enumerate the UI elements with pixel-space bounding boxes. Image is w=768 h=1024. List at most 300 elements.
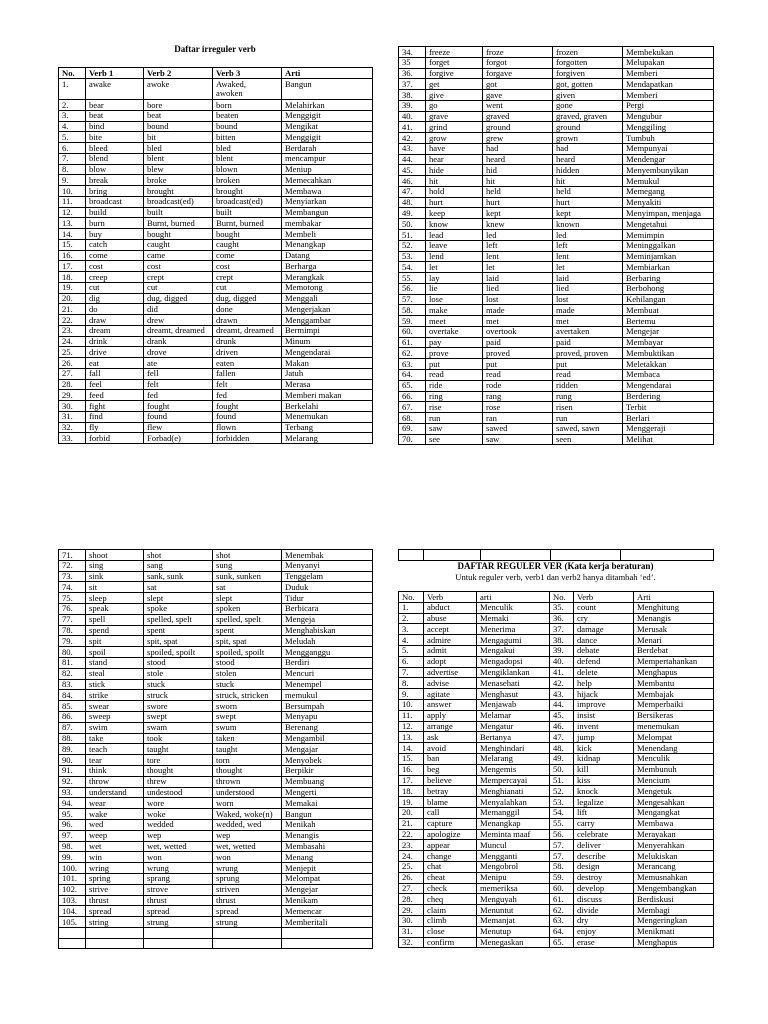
meaning-cell: Menembak xyxy=(282,550,373,561)
meaning-cell: Berkelahi xyxy=(282,401,373,412)
meaning-cell: Menghitung xyxy=(634,603,714,614)
meaning-cell: Menyakiti xyxy=(623,198,714,209)
irregular-verb-title: Daftar irreguler verb xyxy=(174,44,256,54)
verb2-cell: stood xyxy=(144,658,213,669)
verb2-cell: hurt xyxy=(483,198,553,209)
row-number: 46. xyxy=(550,722,574,733)
row-number: 61. xyxy=(550,894,574,905)
verb2-cell: fed xyxy=(144,390,213,401)
verb2-cell: strung xyxy=(144,917,213,928)
verb3-cell: wep xyxy=(213,831,282,842)
row-number: 34. xyxy=(399,47,426,58)
verb3-cell: ridden xyxy=(553,381,623,392)
verb2-cell: paid xyxy=(483,338,553,349)
row-number: 85. xyxy=(59,701,86,712)
verb3-cell: drunk xyxy=(213,337,282,348)
verb2-cell: broadcast(ed) xyxy=(144,197,213,208)
verb-cell: avoid xyxy=(424,743,477,754)
verb2-cell: gave xyxy=(483,90,553,101)
verb2-cell: thrust xyxy=(144,896,213,907)
verb1-cell: overtake xyxy=(426,327,483,338)
meaning-cell: Mencium xyxy=(634,776,714,787)
verb1-cell: swear xyxy=(86,701,144,712)
verb-cell: confirm xyxy=(424,938,477,949)
verb1-cell: dig xyxy=(86,294,144,305)
verb1-cell: hurt xyxy=(426,198,483,209)
verb3-cell: forbidden xyxy=(213,433,282,444)
verb-cell: check xyxy=(424,884,477,895)
row-number: 49. xyxy=(550,754,574,765)
verb3-cell: fought xyxy=(213,401,282,412)
verb3-cell: struck, stricken xyxy=(213,690,282,701)
verb-cell: count xyxy=(574,603,634,614)
row-number: 57. xyxy=(550,851,574,862)
row-number: 14. xyxy=(59,229,86,240)
verb3-cell: spit, spat xyxy=(213,636,282,647)
meaning-cell: Menuntut xyxy=(477,905,550,916)
meaning-cell: Meludah xyxy=(282,636,373,647)
verb-cell: appear xyxy=(424,840,477,851)
verb3-cell: blent xyxy=(213,154,282,165)
verb1-cell: lose xyxy=(426,295,483,306)
verb1-cell: steal xyxy=(86,669,144,680)
meaning-cell: Mengajar xyxy=(282,744,373,755)
meaning-cell: Membayar xyxy=(623,338,714,349)
row-number: 72. xyxy=(59,561,86,572)
verb2-cell: wedded xyxy=(144,820,213,831)
verb1-cell: grave xyxy=(426,112,483,123)
verb2-cell: struck xyxy=(144,690,213,701)
row-number: 75. xyxy=(59,593,86,604)
verb3-cell: crept xyxy=(213,272,282,283)
verb3-cell: blown xyxy=(213,165,282,176)
meaning-cell: Menyerahkan xyxy=(634,840,714,851)
meaning-cell: Menculik xyxy=(477,603,550,614)
verb2-cell: met xyxy=(483,316,553,327)
verb2-cell: rose xyxy=(483,402,553,413)
meaning-cell: Melahirkan xyxy=(282,100,373,111)
verb3-cell: dreamt, dreamed xyxy=(213,326,282,337)
verb1-cell: read xyxy=(426,370,483,381)
row-number: 5. xyxy=(59,132,86,143)
verb-cell: abduct xyxy=(424,603,477,614)
verb2-cell: blent xyxy=(144,154,213,165)
row-number: 91. xyxy=(59,766,86,777)
verb1-cell: draw xyxy=(86,315,144,326)
verb2-cell: wrung xyxy=(144,863,213,874)
verb-cell: accept xyxy=(424,624,477,635)
row-number: 15. xyxy=(59,240,86,251)
meaning-cell: Melarang xyxy=(477,754,550,765)
verb-cell: arrange xyxy=(424,722,477,733)
verb-cell: blame xyxy=(424,797,477,808)
meaning-cell: Menghindari xyxy=(477,743,550,754)
meaning-cell: Memberitali xyxy=(282,917,373,928)
verb1-cell: pay xyxy=(426,338,483,349)
verb1-cell: blend xyxy=(86,154,144,165)
meaning-cell: Mengikat xyxy=(282,122,373,133)
verb3-cell: seen xyxy=(553,435,623,446)
verb2-cell: flew xyxy=(144,423,213,434)
verb3-cell: sung xyxy=(213,561,282,572)
verb2-cell: stole xyxy=(144,669,213,680)
verb-cell: dance xyxy=(574,635,634,646)
verb3-cell: thrown xyxy=(213,777,282,788)
verb3-cell: laid xyxy=(553,273,623,284)
row-number: 59. xyxy=(399,316,426,327)
verb2-cell: bled xyxy=(144,143,213,154)
row-number: 69. xyxy=(399,424,426,435)
irregular-verb-table-part-3 xyxy=(58,549,373,949)
row-number: 64. xyxy=(399,370,426,381)
meaning-cell: Membasahi xyxy=(282,842,373,853)
verb2-cell: swam xyxy=(144,723,213,734)
verb1-cell: let xyxy=(426,262,483,273)
verb3-cell: flown xyxy=(213,423,282,434)
row-number: 1. xyxy=(59,79,86,100)
meaning-cell: Bangun xyxy=(282,809,373,820)
verb3-cell: drawn xyxy=(213,315,282,326)
empty-cell xyxy=(144,928,213,939)
verb2-cell: fought xyxy=(144,401,213,412)
row-number: 50. xyxy=(550,765,574,776)
verb1-cell: lie xyxy=(426,284,483,295)
meaning-cell: Mempercayai xyxy=(477,776,550,787)
verb3-cell: broken xyxy=(213,175,282,186)
verb1-cell: spoil xyxy=(86,647,144,658)
header-verb: Verb xyxy=(574,592,634,603)
verb-cell: change xyxy=(424,851,477,862)
verb2-cell: proved xyxy=(483,348,553,359)
verb1-cell: blow xyxy=(86,165,144,176)
row-number: 18. xyxy=(399,786,424,797)
verb1-cell: shoot xyxy=(86,550,144,561)
row-number: 80. xyxy=(59,647,86,658)
verb3-cell: fed xyxy=(213,390,282,401)
verb3-cell: done xyxy=(213,304,282,315)
verb3-cell: Awaked, awoken xyxy=(213,79,282,100)
row-number: 104. xyxy=(59,906,86,917)
meaning-cell: Memberi xyxy=(623,69,714,80)
verb2-cell: spit, spat xyxy=(144,636,213,647)
meaning-cell: Merayakan xyxy=(634,830,714,841)
meaning-cell: Meminta maaf xyxy=(477,830,550,841)
verb3-cell: cost xyxy=(213,261,282,272)
meaning-cell: Membantu xyxy=(634,678,714,689)
verb2-cell: tore xyxy=(144,755,213,766)
meaning-cell: Mengeja xyxy=(282,615,373,626)
row-number: 89. xyxy=(59,744,86,755)
meaning-cell: Menang xyxy=(282,852,373,863)
row-number: 62. xyxy=(399,348,426,359)
row-number: 17. xyxy=(59,261,86,272)
meaning-cell: Mempunyai xyxy=(623,144,714,155)
verb1-cell: bite xyxy=(86,132,144,143)
empty-cell xyxy=(144,939,213,950)
verb1-cell: spring xyxy=(86,874,144,885)
meaning-cell: Mengakui xyxy=(477,646,550,657)
row-number: 41. xyxy=(550,668,574,679)
verb2-cell: hid xyxy=(483,165,553,176)
verb3-cell: spent xyxy=(213,626,282,637)
verb1-cell: spit xyxy=(86,636,144,647)
row-number: 57. xyxy=(399,295,426,306)
row-number: 99. xyxy=(59,852,86,863)
row-number: 27. xyxy=(399,884,424,895)
meaning-cell: Menari xyxy=(634,635,714,646)
verb2-cell: undestood xyxy=(144,788,213,799)
regular-verb-title: DAFTAR REGULER VER (Kata kerja beraturan) xyxy=(457,561,654,571)
verb2-cell: slept xyxy=(144,593,213,604)
meaning-cell: Merangkak xyxy=(282,272,373,283)
verb2-cell: Forbad(e) xyxy=(144,433,213,444)
verb1-cell: put xyxy=(426,359,483,370)
row-number: 20. xyxy=(59,294,86,305)
row-number: 7. xyxy=(399,668,424,679)
row-number: 16. xyxy=(399,765,424,776)
verb2-cell: swore xyxy=(144,701,213,712)
verb1-cell: grow xyxy=(426,133,483,144)
meaning-cell: Menggeraji xyxy=(623,424,714,435)
verb3-cell: ground xyxy=(553,122,623,133)
meaning-cell: Mengeringkan xyxy=(634,916,714,927)
meaning-cell: Melompat xyxy=(634,732,714,743)
verb-cell: kill xyxy=(574,765,634,776)
verb3-cell: torn xyxy=(213,755,282,766)
verb2-cell: drove xyxy=(144,347,213,358)
verb-cell: discuss xyxy=(574,894,634,905)
verb3-cell: got, gotten xyxy=(553,79,623,90)
row-number: 21. xyxy=(399,819,424,830)
verb2-cell: cost xyxy=(144,261,213,272)
row-number: 6. xyxy=(59,143,86,154)
meaning-cell: Memotong xyxy=(282,283,373,294)
verb3-cell: spelled, spelt xyxy=(213,615,282,626)
verb1-cell: strike xyxy=(86,690,144,701)
verb1-cell: fight xyxy=(86,401,144,412)
verb1-cell: come xyxy=(86,251,144,262)
verb3-cell: graved, graven xyxy=(553,112,623,123)
verb-cell: apologize xyxy=(424,830,477,841)
verb-cell: improve xyxy=(574,700,634,711)
row-number: 26. xyxy=(59,358,86,369)
verb3-cell: sunk, sunken xyxy=(213,572,282,583)
meaning-cell: Membunuh xyxy=(634,765,714,776)
verb-cell: celebrate xyxy=(574,830,634,841)
meaning-cell: Menipu xyxy=(477,873,550,884)
row-number: 19. xyxy=(59,283,86,294)
meaning-cell: menemukan xyxy=(634,722,714,733)
verb3-cell: worn xyxy=(213,798,282,809)
verb2-cell: spelled, spelt xyxy=(144,615,213,626)
row-number: 11. xyxy=(59,197,86,208)
verb-cell: advertise xyxy=(424,668,477,679)
meaning-cell: Menikah xyxy=(282,820,373,831)
verb3-cell: let xyxy=(553,262,623,273)
meaning-cell: Mengetahui xyxy=(623,219,714,230)
verb1-cell: creep xyxy=(86,272,144,283)
verb3-cell: proved, proven xyxy=(553,348,623,359)
verb-cell: knock xyxy=(574,786,634,797)
verb2-cell: led xyxy=(483,230,553,241)
verb1-cell: understand xyxy=(86,788,144,799)
meaning-cell: Berdering xyxy=(623,392,714,403)
meaning-cell: Tidur xyxy=(282,593,373,604)
verb3-cell: brought xyxy=(213,186,282,197)
verb2-cell: kept xyxy=(483,208,553,219)
verb3-cell: lied xyxy=(553,284,623,295)
meaning-cell: Berenang xyxy=(282,723,373,734)
meaning-cell: Menyapu xyxy=(282,712,373,723)
meaning-cell: Memperbaiki xyxy=(634,700,714,711)
row-number: 32. xyxy=(399,938,424,949)
meaning-cell: Menutup xyxy=(477,927,550,938)
meaning-cell: Berbicara xyxy=(282,604,373,615)
verb2-cell: taught xyxy=(144,744,213,755)
verb1-cell: hide xyxy=(426,165,483,176)
verb3-cell: wedded, wed xyxy=(213,820,282,831)
row-number: 62. xyxy=(550,905,574,916)
verb1-cell: weep xyxy=(86,831,144,842)
verb2-cell: shot xyxy=(144,550,213,561)
meaning-cell: Mengagumi xyxy=(477,635,550,646)
row-number: 46. xyxy=(399,176,426,187)
verb2-cell: read xyxy=(483,370,553,381)
row-number: 25. xyxy=(59,347,86,358)
meaning-cell: Meletakkan xyxy=(623,359,714,370)
meaning-cell: Mengemis xyxy=(477,765,550,776)
verb-cell: cheq xyxy=(424,894,477,905)
row-number: 15. xyxy=(399,754,424,765)
row-number: 3. xyxy=(59,111,86,122)
meaning-cell: Memusnahkan xyxy=(634,873,714,884)
verb2-cell: graved xyxy=(483,112,553,123)
meaning-cell: Memukul xyxy=(623,176,714,187)
row-number: 55. xyxy=(550,819,574,830)
verb2-cell: had xyxy=(483,144,553,155)
row-number: 5. xyxy=(399,646,424,657)
row-number: 71. xyxy=(59,550,86,561)
verb1-cell: broadcast xyxy=(86,197,144,208)
verb2-cell: wore xyxy=(144,798,213,809)
row-number: 8. xyxy=(399,678,424,689)
row-number: 22. xyxy=(399,830,424,841)
verb1-cell: make xyxy=(426,305,483,316)
verb1-cell: catch xyxy=(86,240,144,251)
verb-cell: kiss xyxy=(574,776,634,787)
verb2-cell: heard xyxy=(483,155,553,166)
meaning-cell: memukul xyxy=(282,690,373,701)
row-number: 6. xyxy=(399,657,424,668)
verb-cell: close xyxy=(424,927,477,938)
verb3-cell: had xyxy=(553,144,623,155)
row-number: 93. xyxy=(59,788,86,799)
verb1-cell: teach xyxy=(86,744,144,755)
verb3-cell: thought xyxy=(213,766,282,777)
verb1-cell: stand xyxy=(86,658,144,669)
verb-cell: ask xyxy=(424,732,477,743)
meaning-cell: Menempel xyxy=(282,680,373,691)
verb1-cell: lay xyxy=(426,273,483,284)
verb3-cell: beaten xyxy=(213,111,282,122)
row-number: 82. xyxy=(59,669,86,680)
verb-cell: advise xyxy=(424,678,477,689)
verb3-cell: made xyxy=(553,305,623,316)
meaning-cell: membakar xyxy=(282,218,373,229)
verb3-cell: understood xyxy=(213,788,282,799)
verb3-cell: hit xyxy=(553,176,623,187)
verb1-cell: bear xyxy=(86,100,144,111)
verb1-cell: sink xyxy=(86,572,144,583)
row-number: 44. xyxy=(399,155,426,166)
row-number: 60. xyxy=(399,327,426,338)
verb2-cell: brought xyxy=(144,186,213,197)
meaning-cell: Mengendarai xyxy=(623,381,714,392)
row-number: 98. xyxy=(59,842,86,853)
verb-cell: admit xyxy=(424,646,477,657)
verb3-cell: spoken xyxy=(213,604,282,615)
meaning-cell: Terbit xyxy=(623,402,714,413)
verb3-cell: held xyxy=(553,187,623,198)
meaning-cell: Jatuh xyxy=(282,369,373,380)
verb3-cell: stood xyxy=(213,658,282,669)
verb2-cell: spent xyxy=(144,626,213,637)
row-number: 17. xyxy=(399,776,424,787)
verb2-cell: bore xyxy=(144,100,213,111)
meaning-cell: Menghapus xyxy=(634,938,714,949)
verb2-cell: overtook xyxy=(483,327,553,338)
meaning-cell: Memakai xyxy=(282,798,373,809)
row-number: 53. xyxy=(399,252,426,263)
meaning-cell: Bertanya xyxy=(477,732,550,743)
meaning-cell: Minum xyxy=(282,337,373,348)
meaning-cell: memeriksa xyxy=(477,884,550,895)
header-verb: Verb xyxy=(424,592,477,603)
verb3-cell: driven xyxy=(213,347,282,358)
verb3-cell: gone xyxy=(553,101,623,112)
row-number: 9. xyxy=(59,175,86,186)
verb2-cell: crept xyxy=(144,272,213,283)
meaning-cell: Berharga xyxy=(282,261,373,272)
row-number: 21. xyxy=(59,304,86,315)
verb1-cell: strive xyxy=(86,885,144,896)
header-meaning: arti xyxy=(477,592,550,603)
meaning-cell: Merancang xyxy=(634,862,714,873)
empty-cell xyxy=(282,928,373,939)
empty-cell xyxy=(213,939,282,950)
meaning-cell: Menyalahkan xyxy=(477,797,550,808)
verb3-cell: swum xyxy=(213,723,282,734)
verb1-cell: forget xyxy=(426,58,483,69)
meaning-cell: Mengejar xyxy=(623,327,714,338)
meaning-cell: Mengobrol xyxy=(477,862,550,873)
header-meaning: Arti xyxy=(282,68,373,79)
verb2-cell: built xyxy=(144,208,213,219)
verb-cell: apply xyxy=(424,711,477,722)
meaning-cell: Menghabiskan xyxy=(282,626,373,637)
row-number: 94. xyxy=(59,798,86,809)
row-number: 102. xyxy=(59,885,86,896)
verb-cell: insist xyxy=(574,711,634,722)
verb3-cell: bitten xyxy=(213,132,282,143)
row-number: 100. xyxy=(59,863,86,874)
verb3-cell: lent xyxy=(553,252,623,263)
verb3-cell: dug, digged xyxy=(213,294,282,305)
meaning-cell: Memegang xyxy=(623,187,714,198)
meaning-cell: Membaca xyxy=(623,370,714,381)
row-number: 20. xyxy=(399,808,424,819)
verb2-cell: put xyxy=(483,359,553,370)
